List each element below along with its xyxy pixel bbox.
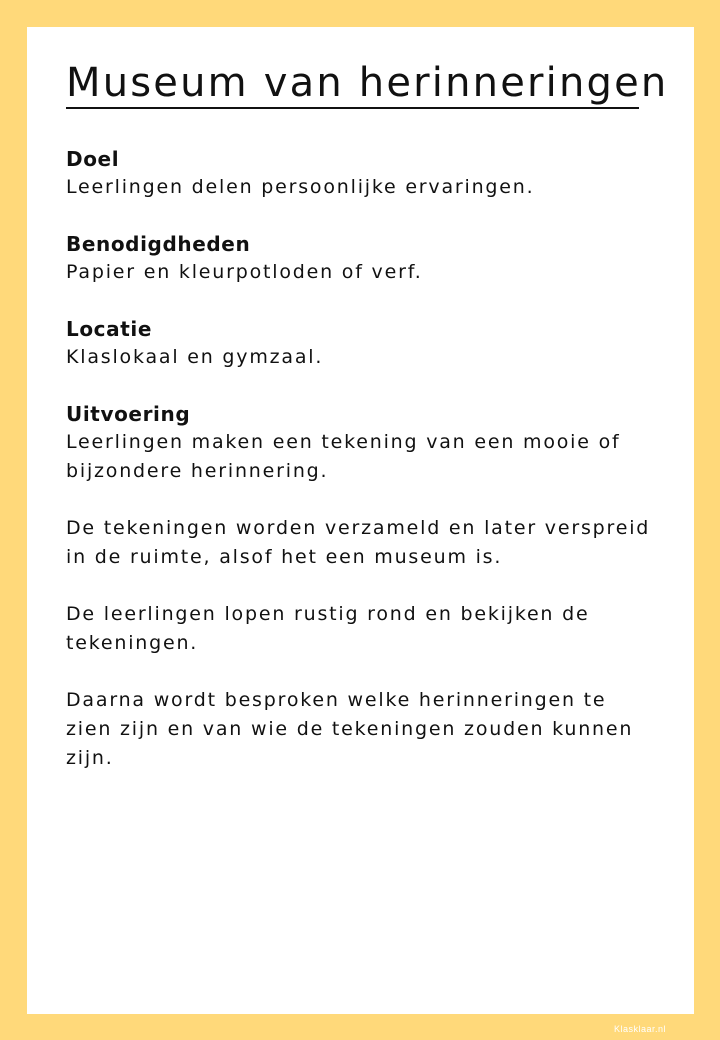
uitvoering-paragraph-4 <box>66 686 666 773</box>
section-uitvoering <box>66 400 666 773</box>
section-heading-locatie: Locatie <box>66 317 153 341</box>
uitvoering-paragraph-2 <box>66 514 666 572</box>
footer-credit: Klasklaar.nl <box>613 1024 666 1034</box>
section-text-doel: Leerlingen delen persoonlijke ervaringen. <box>66 176 535 198</box>
page-title: Museum van herinneringen <box>66 60 669 106</box>
section-heading-doel: Doel <box>66 147 120 171</box>
text-line: tekeningen. <box>66 632 199 654</box>
uitvoering-paragraph-3 <box>66 600 666 658</box>
text-line: in de ruimte, alsof het een museum is. <box>66 546 503 568</box>
section-text-locatie: Klaslokaal en gymzaal. <box>66 346 324 368</box>
text-line: De tekeningen worden verzameld en later verspreid <box>66 517 651 539</box>
text-line: Daarna wordt besproken welke herinneringen te <box>66 689 607 711</box>
section-doel <box>66 145 666 202</box>
section-locatie <box>66 315 666 372</box>
text-line: zijn. <box>66 747 114 769</box>
text-line: zien zijn en van wie de tekeningen zouden kunnen <box>66 718 634 740</box>
title-underline <box>66 107 639 109</box>
section-heading-uitvoering: Uitvoering <box>66 402 191 426</box>
text-line: bijzondere herinnering. <box>66 460 329 482</box>
uitvoering-paragraph-1 <box>66 428 666 486</box>
activity-card <box>27 27 694 1014</box>
section-text-benodigdheden: Papier en kleurpotloden of verf. <box>66 261 423 283</box>
text-line: Leerlingen maken een tekening van een mooie of <box>66 431 621 453</box>
card-content <box>66 145 666 801</box>
section-benodigdheden <box>66 230 666 287</box>
section-heading-benodigdheden: Benodigdheden <box>66 232 251 256</box>
text-line: De leerlingen lopen rustig rond en bekijken de <box>66 603 590 625</box>
